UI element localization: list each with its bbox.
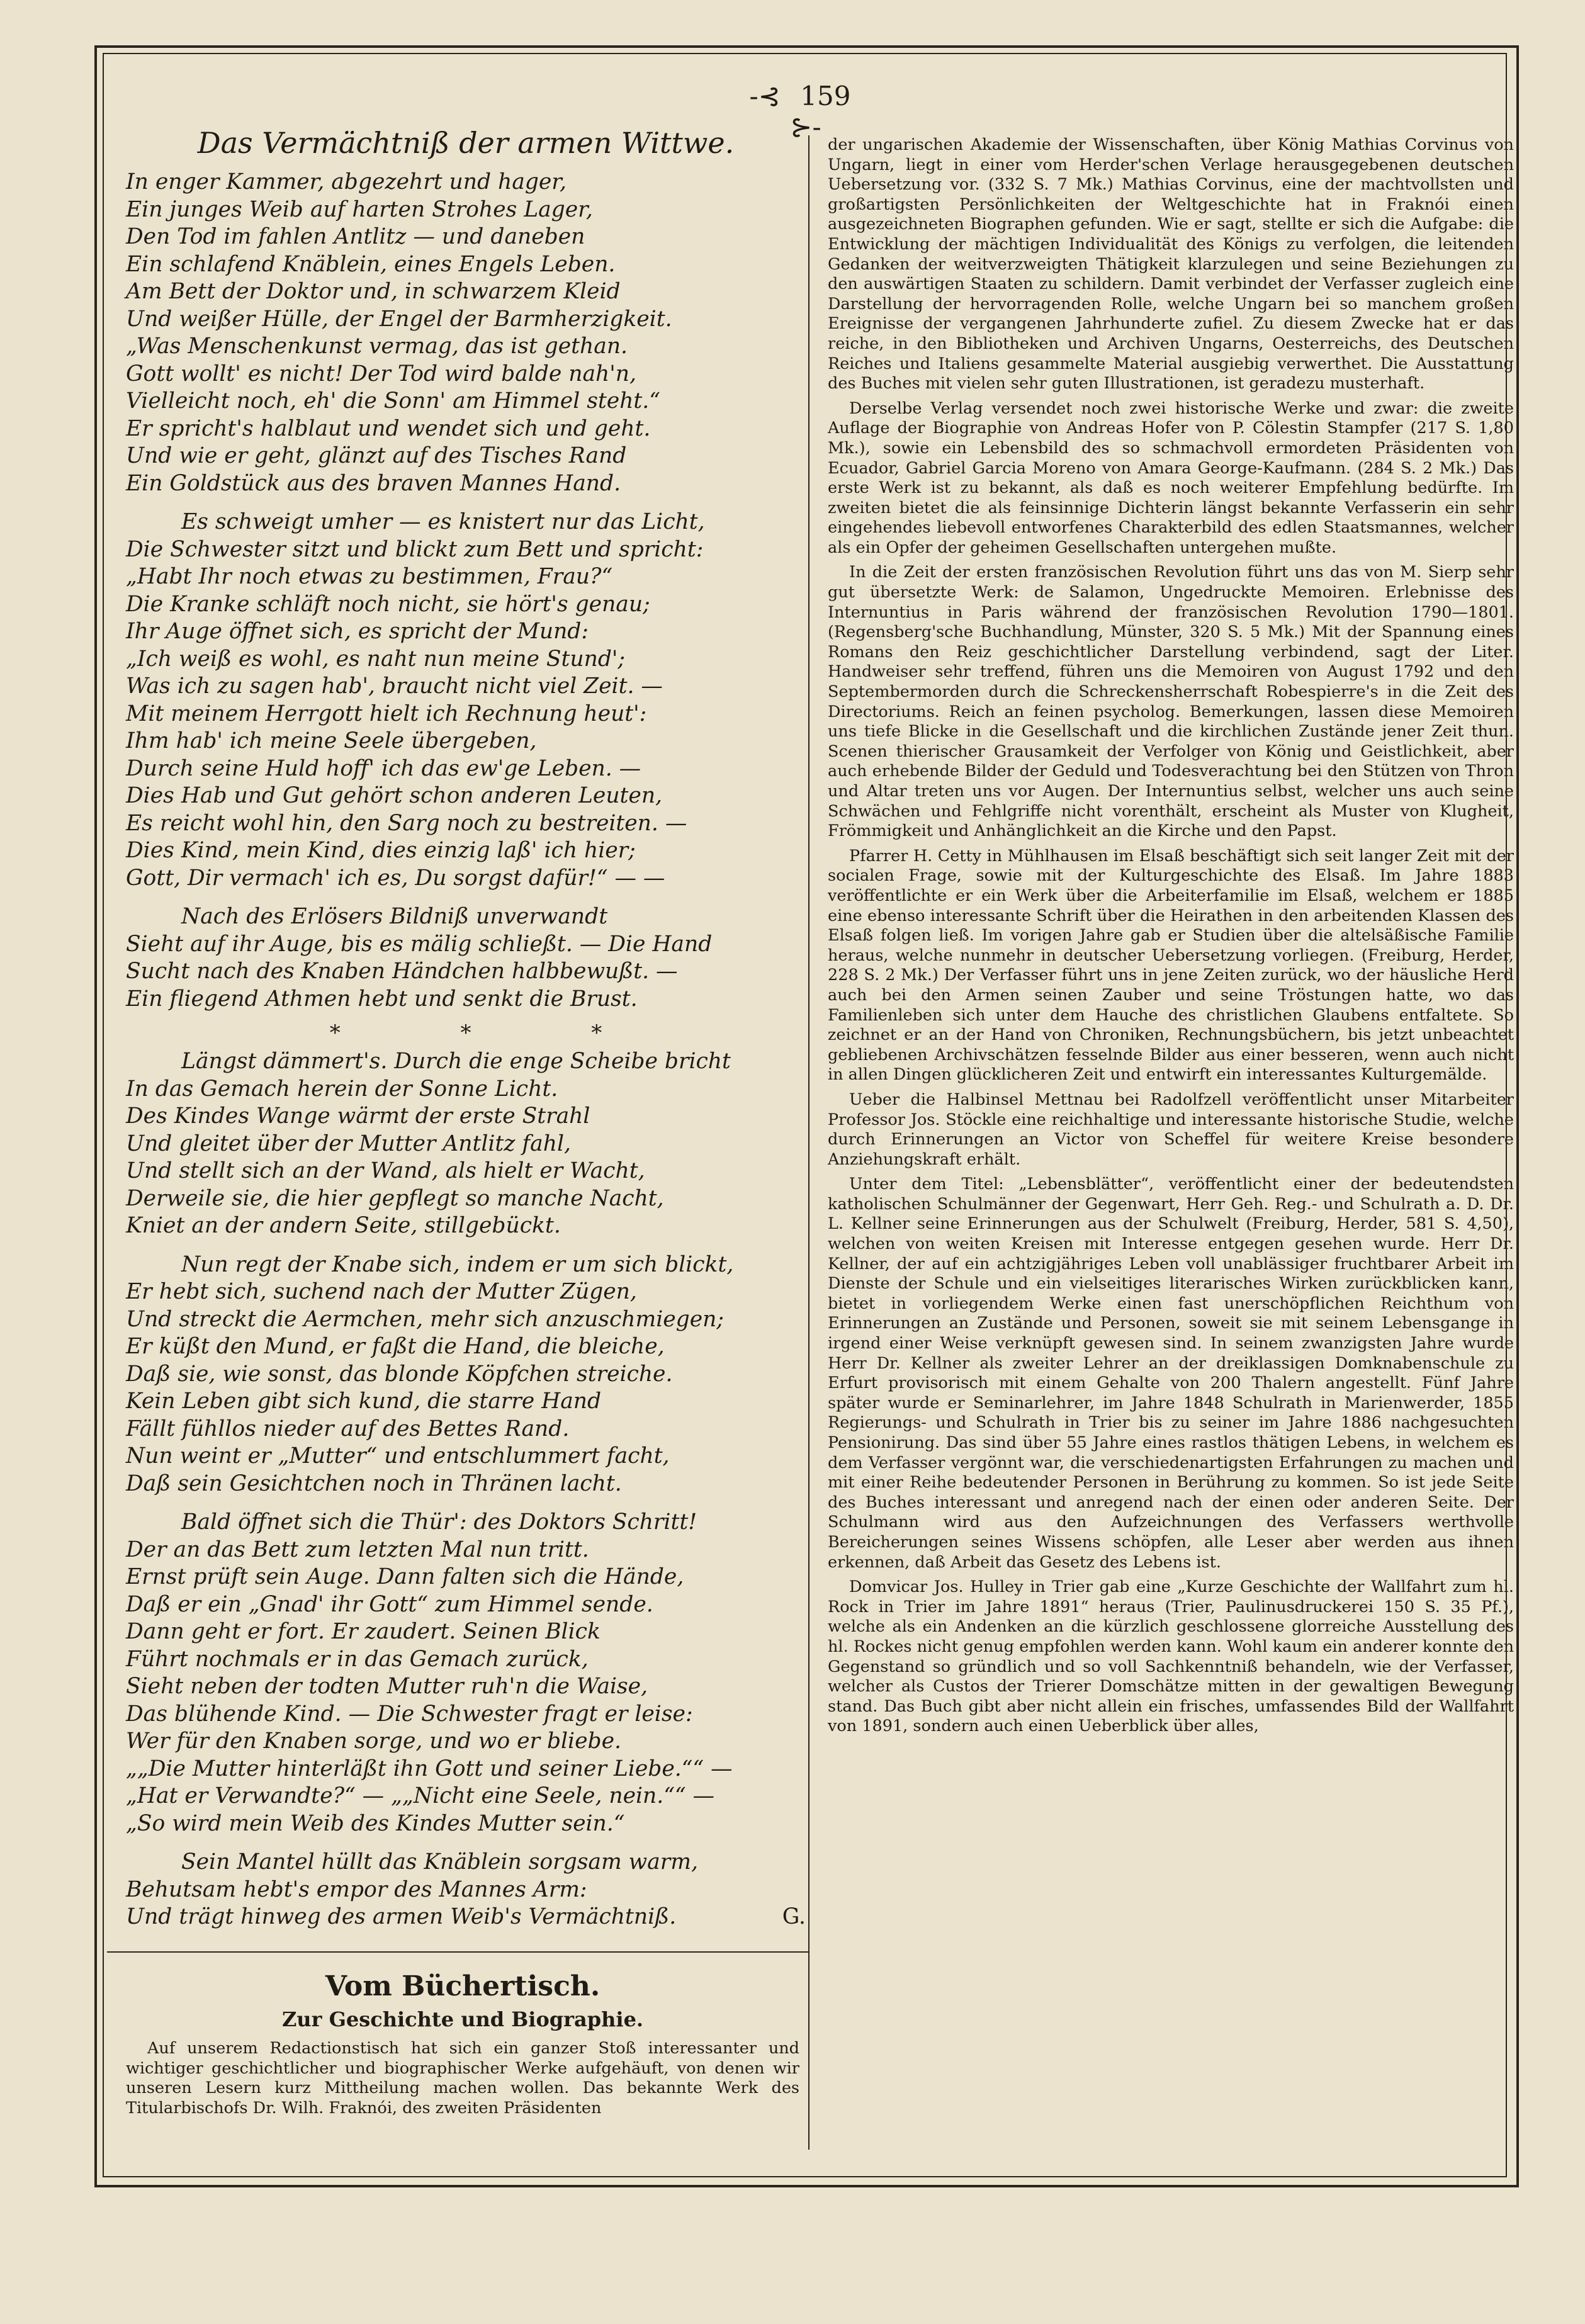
poem-line: Sieht neben der todten Mutter ruh'n die Waise, bbox=[126, 1674, 648, 1699]
poem-line: Er spricht's halblaut und wendet sich und geht. bbox=[126, 415, 651, 441]
review-paragraph: Derselbe Verlag versendet noch zwei historische Werke und zwar: die zweite Auflage der Biographie von Andreas Hofer von P. Cölestin Stampfer (217 S. 1,80 Mk.), sowie ein Lebensbild des so schmachvoll ermordeten Präsidenten von Ecuador, Gabriel Garcia Moreno von Amara George-Kaufmann. (284 S. 2 Mk.) Das erste Werk ist zu bekannt, als daß es noch weiterer Empfehlung bedürfte. Im zweiten bietet die als feinsinnige Dichterin längst bekannte Verfasserin ein sehr eingehendes liebevoll entworfenes Charakterbild des edlen Staatsmannes, welcher als ein Opfer der geheimen Gesellschaften untergehen mußte. bbox=[828, 398, 1514, 557]
poem-line: Fällt fühllos nieder auf des Bettes Rand. bbox=[126, 1416, 570, 1441]
poem-line: Den Tod im fahlen Antlitz — und daneben bbox=[126, 224, 585, 249]
poem-line: Durch seine Huld hoff' ich das ew'ge Leben. — bbox=[126, 755, 641, 781]
poem-line: Längst dämmert's. Durch die enge Scheibe bricht bbox=[181, 1049, 731, 1074]
poem-line: Was ich zu sagen hab', braucht nicht viel Zeit. — bbox=[126, 674, 663, 699]
stanza-divider: * * * bbox=[329, 1020, 659, 1046]
poem-line: Am Bett der Doktor und, in schwarzem Kleid bbox=[126, 279, 621, 304]
poem-line: Und wie er geht, glänzt auf des Tisches Rand bbox=[126, 443, 627, 468]
poem-line: Der an das Bett zum letzten Mal nun tritt. bbox=[126, 1537, 589, 1562]
poem-line: Es reicht wohl hin, den Sarg noch zu bestreiten. — bbox=[126, 810, 687, 836]
poem-line: Es schweigt umher — es knistert nur das Licht, bbox=[181, 509, 705, 534]
poem-line: In enger Kammer, abgezehrt und hager, bbox=[126, 169, 567, 195]
review-paragraph: In die Zeit der ersten französischen Revolution führt uns das von M. Sierp sehr gut übersetzte Werk: de Salamon, Ungedruckte Memoiren. Erlebnisse des Internuntius in Paris während der französischen Revolution 1790—1801. (Regensberg'sche Buchhandlung, Münster, 320 S. 5 Mk.) Mit der Spannung eines Romans den Reiz geschichtlicher Darstellung verbindend, sagt der Liter. Handweiser sehr treffend, führen uns die Memoiren von August 1792 und den Septembermorden durch die Schreckensherrschaft Robespierre's in die Zeit des Directoriums. Reich an feinen psycholog. Bemerkungen, lassen diese Memoiren uns tiefe Blicke in die Gesellschaft und die kirchlichen Zustände jener Zeit thun. Scenen thierischer Grausamkeit der Verfolger von König und Geistlichkeit, aber auch erhebende Bilder der Geduld und Todesverachtung bei den Stützen von Thron und Altar treten uns vor Augen. Der Internuntius selbst, welcher uns auch seine Schwächen und Fehlgriffe nicht vorenthält, erscheint als Muster von Klugheit, Frömmigkeit und Anhänglichkeit an die Kirche und den Papst. bbox=[828, 563, 1514, 841]
poem-line: Sucht nach des Knaben Händchen halbbewußt. — bbox=[126, 959, 678, 984]
poem-line: Sein Mantel hüllt das Knäblein sorgsam warm, bbox=[181, 1849, 698, 1875]
poem-line: Ein fliegend Athmen hebt und senkt die Brust. bbox=[126, 986, 638, 1012]
poem-line: Und gleitet über der Mutter Antlitz fahl, bbox=[126, 1131, 571, 1156]
poem-line: Kniet an der andern Seite, stillgebückt. bbox=[126, 1213, 561, 1238]
poem-stanza bbox=[126, 1849, 806, 1931]
poem-line: Ein junges Weib auf harten Strohes Lager, bbox=[126, 196, 593, 222]
book-section-intro: Auf unserem Redactionstisch hat sich ein ganzer Stoß interessanter und wichtiger geschichtlicher und biographischer Werke aufgehäuft, von denen wir unseren Lesern kurz Mittheilung machen wollen. Das bekannte Werk des Titularbischofs Dr. Wilh. Fraknói, des zweiten Präsidenten bbox=[126, 2039, 799, 2118]
poem-line: Ihm hab' ich meine Seele übergeben, bbox=[126, 728, 537, 753]
book-section-title: Vom Büchertisch. bbox=[325, 1970, 601, 2002]
poem-stanza bbox=[126, 1251, 806, 1498]
page-number-ornament-right: ⊱- bbox=[790, 111, 821, 142]
poem-line: Wer für den Knaben sorge, und wo er bliebe. bbox=[126, 1729, 621, 1754]
review-paragraph: Pfarrer H. Cetty in Mühlhausen im Elsaß beschäftigt sich seit langer Zeit mit der socialen Frage, sowie mit der Kulturgeschichte des Elsaß. Im Jahre 1883 veröffentlichte er ein Werk über die Arbeiterfamilie im Elsaß, welchem er 1885 eine ebenso interessante Schrift über die Heirathen in den arbeitenden Klassen des Elsaß folgen ließ. Im vorigen Jahre gab er Studien über die altelsäßische Familie heraus, welche nunmehr in deutscher Uebersetzung vorliegen. (Freiburg, Herder, 228 S. 2 Mk.) Der Verfasser führt uns in jene Zeiten zurück, wo der häusliche Herd auch bei den Armen seinen Zauber und seine Tröstungen hatte, wo das Familienleben sich unter dem Hauche des christlichen Glaubens entfaltete. So zeichnet er an der Hand von Chroniken, Rechnungsbüchern, bis jetzt unbeachtet gebliebenen Archivschätzen fesselnde Bilder aus einer besseren, wenn auch nicht in allen Dingen glücklicheren Zeit und entwirft ein interessantes Kulturgemälde. bbox=[828, 846, 1514, 1085]
poem-line: Die Schwester sitzt und blickt zum Bett und spricht: bbox=[126, 536, 704, 562]
column-divider bbox=[808, 135, 809, 2150]
poem-line: Und trägt hinweg des armen Weib's Vermächtniß. G. bbox=[126, 1904, 806, 1931]
poem-line: Mit meinem Herrgott hielt ich Rechnung heut': bbox=[126, 701, 647, 726]
poem-line: „Habt Ihr noch etwas zu bestimmen, Frau?“ bbox=[126, 564, 613, 589]
poem-line: Und weißer Hülle, der Engel der Barmherzigkeit. bbox=[126, 306, 672, 332]
poem-line: Daß sie, wie sonst, das blonde Köpfchen streiche. bbox=[126, 1361, 673, 1387]
poem-line: Des Kindes Wange wärmt der erste Strahl bbox=[126, 1103, 590, 1129]
review-paragraph: Unter dem Titel: „Lebensblätter“, veröffentlicht einer der bedeutendsten katholischen Schulmänner der Gegenwart, Herr Geh. Reg.- und Schulrath a. D. Dr. L. Kellner seine Erinnerungen aus der Schulwelt (Freiburg, Herder, 581 S. 4,50), welchen von weiten Kreisen mit Interesse entgegen gesehen wurde. Herr Dr. Kellner, der auf ein achtzigjähriges Leben voll unablässiger fruchtbarer Arbeit im Dienste der Schule und ein vielseitiges literarisches Wirken zurückblicken kann, bietet in vorliegendem Werke einen fast unerschöpflichen Reichthum von Erinnerungen an Zustände und Personen, soweit sie mit seinem Lebensgange in irgend einer Weise verknüpft gewesen sind. In seinem zwanzigsten Jahre wurde Herr Dr. Kellner als zweiter Lehrer an der dreiklassigen Domknabenschule zu Erfurt provisorisch mit einem Gehalte von 200 Thalern angestellt. Fünf Jahre später wurde er Seminarlehrer, im Jahre 1848 Schulrath in Marienwerder, 1855 Regierungs- und Schulrath in Trier bis zu seiner im Jahre 1886 nachgesuchten Pensionirung. Das sind über 55 Jahre eines rastlos thätigen Lebens, in welchem es dem Verfasser vergönnt war, die verschiedenartigsten Erfahrungen zu machen und mit einer Reihe bedeutender Personen in Berührung zu kommen. So ist jede Seite des Buches interessant und anregend nach der einen oder anderen Seite. Der Schulmann wird aus den Aufzeichnungen des Verfassers werthvolle Bereicherungen seines Wissens schöpfen, alle Leser aber werden aus ihnen erkennen, daß Arbeit das Gesetz des Lebens ist. bbox=[828, 1175, 1514, 1572]
poem-line: Behutsam hebt's empor des Mannes Arm: bbox=[126, 1876, 587, 1902]
poem-line: Dies Hab und Gut gehört schon anderen Leuten, bbox=[126, 783, 663, 808]
poem-line: Ihr Auge öffnet sich, es spricht der Mund: bbox=[126, 619, 589, 644]
poem-line: „„Die Mutter hinterläßt ihn Gott und seiner Liebe.““ — bbox=[126, 1756, 733, 1781]
poem-line: Und stellt sich an der Wand, als hielt er Wacht, bbox=[126, 1158, 645, 1183]
poem-line: Daß er ein „Gnad' ihr Gott“ zum Himmel sende. bbox=[126, 1591, 653, 1617]
poem-line: Gott, Dir vermach' ich es, Du sorgst dafür!“ — — bbox=[126, 865, 665, 891]
poem-line: Gott wollt' es nicht! Der Tod wird balde nah'n, bbox=[126, 361, 636, 386]
poem-line: Vielleicht noch, eh' die Sonn' am Himmel steht.“ bbox=[126, 388, 660, 414]
poem-line: Er hebt sich, suchend nach der Mutter Zügen, bbox=[126, 1279, 637, 1304]
section-divider bbox=[107, 1951, 808, 1953]
review-paragraph: der ungarischen Akademie der Wissenschaften, über König Mathias Corvinus von Ungarn, liegt in einer vom Herder'schen Verlage herausgegebenen deutschen Uebersetzung vor. (332 S. 7 Mk.) Mathias Corvinus, eine der machtvollsten und großartigsten Persönlichkeiten der Weltgeschichte hat in Fraknói einen ausgezeichneten Biographen gefunden. Wie er sagt, stellte er sich die Aufgabe: die Entwicklung der mächtigen Individualität des Königs zu verfolgen, die leitenden Gedanken der weitverzweigten Thätigkeit klarzulegen und seine Beziehungen zu den auswärtigen Staaten zu schildern. Damit verbindet der Verfasser zugleich eine Darstellung der hervorragenden Rolle, welche Ungarn bei so manchem großen Ereignisse der vergangenen Jahrhunderte zufiel. Zu diesem Zwecke hat er das reiche, in den Bibliotheken und Archiven Ungarns, Oesterreichs, des Deutschen Reiches und Italiens gesammelte Material ausgiebig verwerthet. Die Ausstattung des Buches mit vielen sehr guten Illustrationen, ist geradezu musterhaft. bbox=[828, 135, 1514, 393]
page-number-value: 159 bbox=[800, 81, 851, 111]
poem-stanza bbox=[126, 903, 806, 1013]
poem-line: „Ich weiß es wohl, es naht nun meine Stund'; bbox=[126, 646, 626, 672]
poem-line: „Was Menschenkunst vermag, das ist gethan. bbox=[126, 334, 628, 359]
poem-line: Derweile sie, die hier gepflegt so manche Nacht, bbox=[126, 1185, 664, 1211]
poem-line: „So wird mein Weib des Kindes Mutter sein.“ bbox=[126, 1810, 625, 1836]
poem-line: In das Gemach herein der Sonne Licht. bbox=[126, 1076, 558, 1102]
poem-line: Dann geht er fort. Er zaudert. Seinen Blick bbox=[126, 1619, 601, 1644]
poem-line: Er küßt den Mund, er faßt die Hand, die bleiche, bbox=[126, 1334, 665, 1359]
poem-line: Nun weint er „Mutter“ und entschlummert facht, bbox=[126, 1443, 670, 1469]
poem-column bbox=[126, 126, 806, 1943]
book-section bbox=[126, 1970, 799, 2123]
poem-stanza bbox=[126, 1509, 806, 1837]
poem-line: Kein Leben gibt sich kund, die starre Hand bbox=[126, 1389, 602, 1414]
poem-line: „Hat er Verwandte?“ — „„Nicht eine Seele, nein.““ — bbox=[126, 1783, 714, 1808]
poem-body bbox=[126, 169, 806, 1931]
poem-line: Daß sein Gesichtchen noch in Thränen lacht. bbox=[126, 1470, 622, 1496]
poem-line: Die Kranke schläft noch nicht, sie hört's genau; bbox=[126, 591, 650, 617]
poem-line: Bald öffnet sich die Thür': des Doktors Schritt! bbox=[181, 1509, 697, 1535]
page-number-ornament-left: -⊰ bbox=[749, 81, 781, 111]
poem-line: Führt nochmals er in das Gemach zurück, bbox=[126, 1646, 589, 1672]
poem-line: Sieht auf ihr Auge, bis es mälig schließt. — Die Hand bbox=[126, 931, 713, 957]
poem-line: Nun regt der Knabe sich, indem er um sich blickt, bbox=[181, 1251, 734, 1277]
review-paragraph: Domvicar Jos. Hulley in Trier gab eine „Kurze Geschichte der Wallfahrt zum hl. Rock in Trier im Jahre 1891“ heraus (Trier, Paulinusdruckerei 150 S. 35 Pf.), welche als ein Andenken an die kürzlich geschlossene glorreiche Ausstellung des hl. Rockes nicht genug empfohlen werden kann. Wohl kaum ein anderer konnte den Gegenstand so gründlich und so voll Sachkenntniß behandeln, wie der Verfasser, welcher als Custos der Trierer Domschätze mitten in der gewaltigen Bewegung stand. Das Buch gibt aber nicht allein ein frisches, umfassendes Bild der Wallfahrt von 1891, sondern auch einen Ueberblick über alles, bbox=[828, 1577, 1514, 1736]
poem-line: Ein Goldstück aus des braven Mannes Hand. bbox=[126, 470, 621, 496]
poem-line: Und streckt die Aermchen, mehr sich anzuschmiegen; bbox=[126, 1306, 725, 1332]
poem-signature: G. bbox=[782, 1904, 806, 1929]
poem-line: Nach des Erlösers Bildniß unverwandt bbox=[181, 904, 608, 929]
poem-stanza bbox=[126, 169, 806, 497]
poem-line: Dies Kind, mein Kind, dies einzig laß' ich hier; bbox=[126, 838, 636, 863]
poem-stanza bbox=[126, 509, 806, 892]
poem-title: Das Vermächtniß der armen Wittwe. bbox=[197, 126, 735, 160]
reviews-column bbox=[828, 135, 1514, 1742]
poem-line: Ernst prüft sein Auge. Dann falten sich die Hände, bbox=[126, 1564, 684, 1589]
poem-stanza bbox=[126, 1048, 806, 1240]
poem-line: Das blühende Kind. — Die Schwester fragt er leise: bbox=[126, 1701, 693, 1727]
poem-line: Ein schlafend Knäblein, eines Engels Leben. bbox=[126, 251, 616, 277]
book-section-subtitle: Zur Geschichte und Biographie. bbox=[281, 2007, 644, 2031]
review-paragraph: Ueber die Halbinsel Mettnau bei Radolfzell veröffentlicht unser Mitarbeiter Professor Jos. Stöckle eine reichhaltige und interessante historische Studie, welche durch Erinnerungen an Victor von Scheffel für weitere Kreise besondere Anziehungskraft erhält. bbox=[828, 1090, 1514, 1169]
